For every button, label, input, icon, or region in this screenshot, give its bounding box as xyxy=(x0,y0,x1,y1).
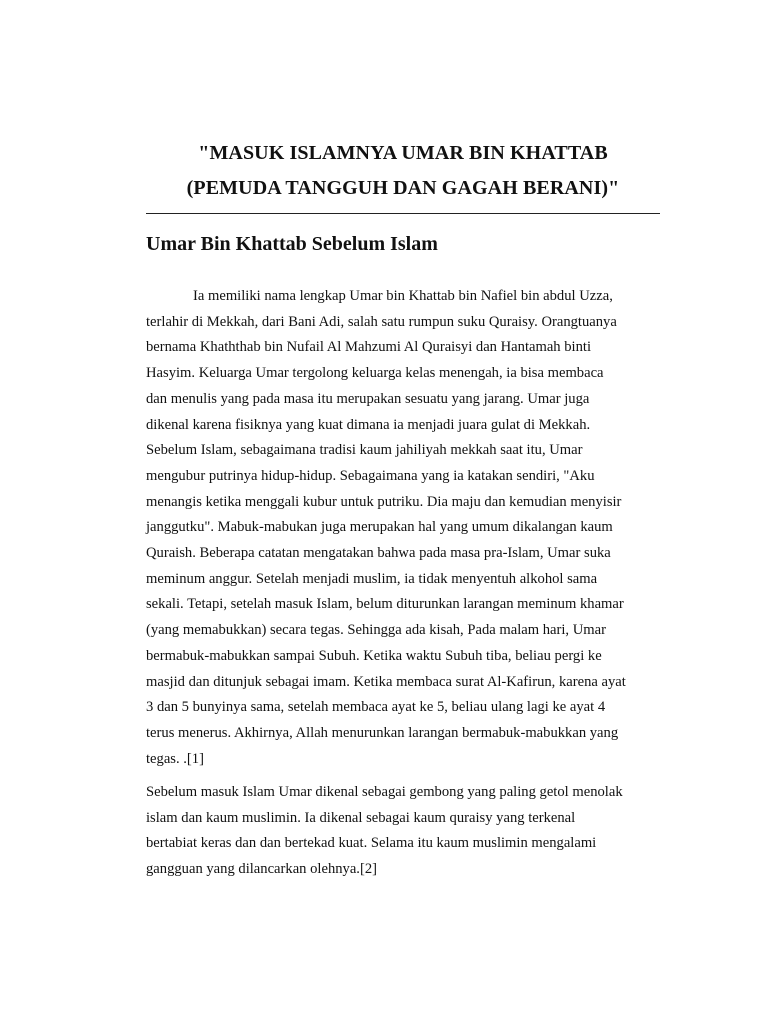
title-line-1: "MASUK ISLAMNYA UMAR BIN KHATTAB xyxy=(198,142,608,164)
paragraph-2 xyxy=(146,780,660,883)
paragraph-line: Hasyim. Keluarga Umar tergolong keluarga kelas menengah, ia bisa membaca xyxy=(146,365,604,382)
paragraph-line: janggutku". Mabuk-mabukan juga merupakan hal yang umum dikalangan kaum xyxy=(146,519,613,536)
paragraph-line: bernama Khaththab bin Nufail Al Mahzumi Al Quraisyi dan Hantamah binti xyxy=(146,339,592,356)
paragraph-line: mengubur putrinya hidup-hidup. Sebagaimana yang ia katakan sendiri, "Aku xyxy=(146,467,595,484)
paragraph-line: islam dan kaum muslimin. Ia dikenal sebagai kaum quraisy yang terkenal xyxy=(146,809,576,826)
paragraph-line: gangguan yang dilancarkan olehnya.[2] xyxy=(146,861,377,878)
document-title xyxy=(146,136,660,206)
paragraph-line: bertabiat keras dan dan bertekad kuat. Selama itu kaum muslimin mengalami xyxy=(146,835,597,852)
paragraph-line: tegas. .[1] xyxy=(146,750,204,767)
paragraph-line: menangis ketika menggali kubur untuk putriku. Dia maju dan kemudian menyisir xyxy=(146,493,622,510)
paragraph-line: masjid dan ditunjuk sebagai imam. Ketika membaca surat Al-Kafirun, karena ayat xyxy=(146,673,626,690)
paragraph-line: sekali. Tetapi, setelah masuk Islam, belum diturunkan larangan meminum khamar xyxy=(146,596,624,613)
section-heading: Umar Bin Khattab Sebelum Islam xyxy=(146,233,438,255)
paragraph-line: meminum anggur. Setelah menjadi muslim, ia tidak menyentuh alkohol sama xyxy=(146,570,598,587)
paragraph-line: Sebelum masuk Islam Umar dikenal sebagai gembong yang paling getol menolak xyxy=(146,784,623,800)
title-divider xyxy=(146,213,660,214)
paragraph-1 xyxy=(146,284,660,772)
paragraph-line: terlahir di Mekkah, dari Bani Adi, salah satu rumpun suku Quraisy. Orangtuanya xyxy=(146,313,617,330)
paragraph-line: dan menulis yang pada masa itu merupakan sesuatu yang jarang. Umar juga xyxy=(146,390,590,407)
paragraph-line: bermabuk-mabukkan sampai Subuh. Ketika waktu Subuh tiba, beliau pergi ke xyxy=(146,647,602,664)
paragraph-line: dikenal karena fisiknya yang kuat dimana ia menjadi juara gulat di Mekkah. xyxy=(146,416,591,433)
paragraph-line: (yang memabukkan) secara tegas. Sehingga ada kisah, Pada malam hari, Umar xyxy=(146,622,606,639)
paragraph-line: Ia memiliki nama lengkap Umar bin Khattab bin Nafiel bin abdul Uzza, xyxy=(193,288,613,304)
paragraph-line: Sebelum Islam, sebagaimana tradisi kaum jahiliyah mekkah saat itu, Umar xyxy=(146,442,583,459)
paragraph-line: Quraish. Beberapa catatan mengatakan bahwa pada masa pra-Islam, Umar suka xyxy=(146,545,611,562)
paragraph-line: 3 dan 5 bunyinya sama, setelah membaca ayat ke 5, beliau ulang lagi ke ayat 4 xyxy=(146,699,606,716)
paragraph-line: terus menerus. Akhirnya, Allah menurunkan larangan bermabuk-mabukkan yang xyxy=(146,724,619,741)
title-line-2: (PEMUDA TANGGUH DAN GAGAH BERANI)" xyxy=(186,177,620,199)
